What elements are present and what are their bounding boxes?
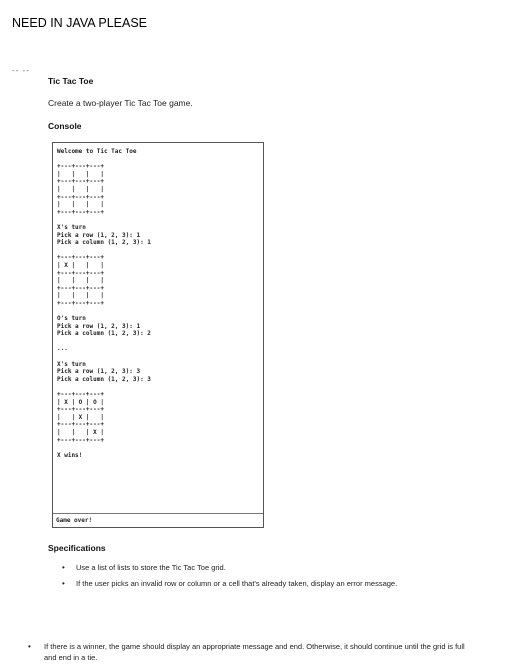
final-requirement <box>28 641 468 669</box>
console-line: | | | | <box>57 170 104 178</box>
console-line: +---+---+---+ <box>57 391 104 398</box>
console-line: Welcome to Tic Tac Toe <box>57 148 137 155</box>
request-note: NEED IN JAVA PLEASE <box>12 16 148 30</box>
bullet-icon: • <box>62 579 65 588</box>
console-line: | | | | <box>57 277 104 285</box>
console-line: +---+---+---+ <box>57 406 104 414</box>
console-line: | X | | | <box>57 261 104 269</box>
console-line: +---+---+---+ <box>57 299 104 307</box>
console-line: Pick a row (1, 2, 3): 3 <box>57 368 141 376</box>
doc-intro: Create a two-player Tic Tac Toe game. <box>48 98 193 108</box>
spec-item <box>62 579 492 589</box>
console-line: Pick a column (1, 2, 3): 1 <box>57 239 151 247</box>
console-line: | | | X | <box>57 428 104 436</box>
console-line: +---+---+---+ <box>57 163 104 171</box>
console-line: Pick a row (1, 2, 3): 1 <box>57 231 141 239</box>
console-lines <box>57 148 151 459</box>
console-line: +---+---+---+ <box>57 421 104 429</box>
bullet-icon: • <box>62 563 65 572</box>
console-line: X wins! <box>57 451 83 459</box>
console-line: | | | | <box>57 185 104 193</box>
spec-list <box>62 563 492 595</box>
dash-mark: -- -- <box>12 66 30 75</box>
console-line: O's turn <box>57 315 86 323</box>
console-line: +---+---+---+ <box>57 254 104 262</box>
console-line: | | X | | <box>57 413 104 421</box>
bullet-icon: • <box>28 642 31 651</box>
console-line: | X | O | O | <box>57 398 104 406</box>
console-line: Pick a column (1, 2, 3): 2 <box>57 330 151 338</box>
console-line: | | | | <box>57 292 104 300</box>
console-game-over: Game over! <box>53 513 263 527</box>
specifications-heading: Specifications <box>48 543 106 553</box>
spec-item-text: If the user picks an invalid row or column or a cell that's already taken, display an error message. <box>76 579 398 588</box>
console-line: ... <box>57 345 68 353</box>
console-line: Pick a column (1, 2, 3): 3 <box>57 375 151 383</box>
spec-item-text: If there is a winner, the game should display an appropriate message and end. Otherwise, it should continue until the grid is full and end in a tie. <box>44 642 465 662</box>
spec-item-text: Use a list of lists to store the Tic Tac Toe grid. <box>76 563 226 572</box>
console-line: X's turn <box>57 360 86 368</box>
console-line: +---+---+---+ <box>57 436 104 444</box>
console-line: +---+---+---+ <box>57 284 104 292</box>
console-line: Pick a row (1, 2, 3): 1 <box>57 322 141 330</box>
console-line: +---+---+---+ <box>57 193 104 201</box>
console-output-box <box>52 142 264 528</box>
spec-item <box>62 563 492 573</box>
console-line: | | | | <box>57 201 104 209</box>
console-line: X's turn <box>57 223 86 231</box>
console-heading: Console <box>48 121 82 131</box>
console-line: +---+---+---+ <box>57 269 104 277</box>
spec-item <box>28 641 468 663</box>
console-line: +---+---+---+ <box>57 208 104 216</box>
console-line: +---+---+---+ <box>57 178 104 186</box>
doc-title: Tic Tac Toe <box>48 76 94 86</box>
